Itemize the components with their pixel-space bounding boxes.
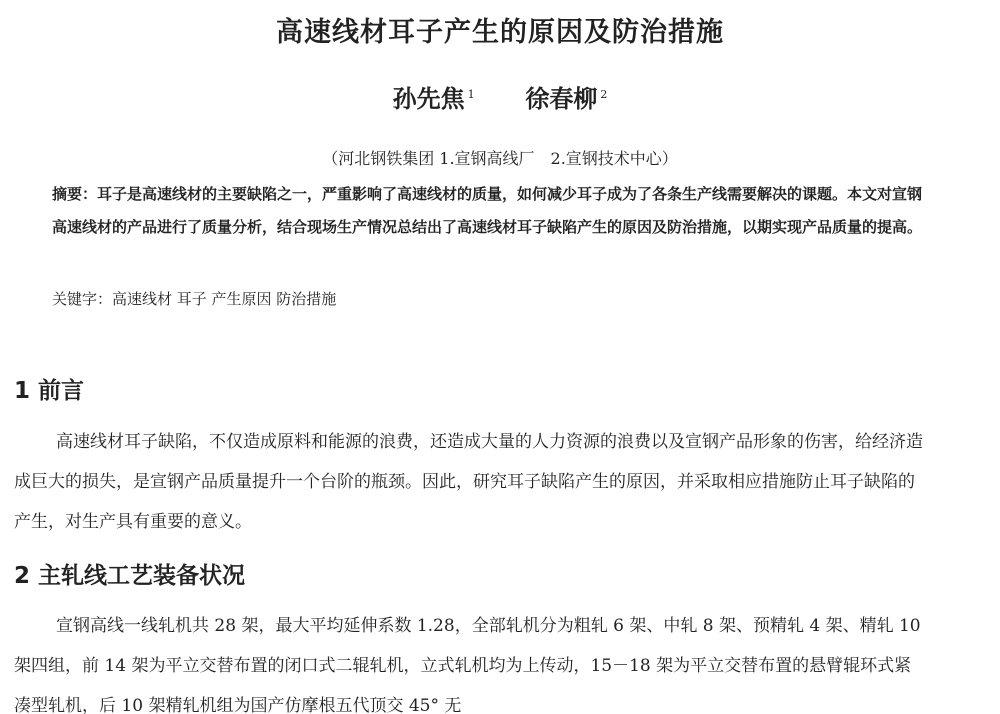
- author-name: 孙先焦: [392, 84, 465, 113]
- section-heading: 1 前言: [14, 378, 85, 404]
- author-affiliation-mark: 1: [467, 88, 475, 101]
- affiliation: （河北钢铁集团 1.宣钢高线厂 2.宣钢技术中心）: [322, 149, 678, 168]
- author-name: 徐春柳: [525, 84, 598, 113]
- author-affiliation-mark: 2: [600, 88, 608, 101]
- abstract: 摘要：耳子是高速线材的主要缺陷之一，严重影响了高速线材的质量，如何减少耳子成为了各条生产线需要解决的课题。本文对宣钢高速线材的产品进行了质量分析，结合现场生产情况总结出了高速线材耳子缺陷产生的原因及防治措施，以期实现产品质量的提高。: [52, 185, 923, 236]
- paper-title: 高速线材耳子产生的原因及防治措施: [276, 17, 724, 48]
- section-paragraph: 宣钢高线一线轧机共 28 架，最大平均延伸系数 1.28，全部轧机分为粗轧 6 架、中轧 8 架、预精轧 4 架、精轧 10 架四组，前 14 架为平立交替布置的闭口式二辊轧机，立式轧机均为上传动，15－18 架为平立交替布置的悬臂辊环式紧凑型轧机，后 10 架精轧机组为国产仿摩根五代顶交 45° 无: [14, 616, 921, 714]
- author-list: [0, 79, 1000, 114]
- section-heading: 2 主轧线工艺装备状况: [14, 563, 246, 589]
- keywords: 关键字：高速线材 耳子 产生原因 防治措施: [52, 290, 337, 308]
- section-paragraph: 高速线材耳子缺陷，不仅造成原料和能源的浪费，还造成大量的人力资源的浪费以及宣钢产品形象的伤害，给经济造成巨大的损失，是宣钢产品质量提升一个台阶的瓶颈。因此，研究耳子缺陷产生的原因，并采取相应措施防止耳子缺陷的产生，对生产具有重要的意义。: [14, 432, 923, 532]
